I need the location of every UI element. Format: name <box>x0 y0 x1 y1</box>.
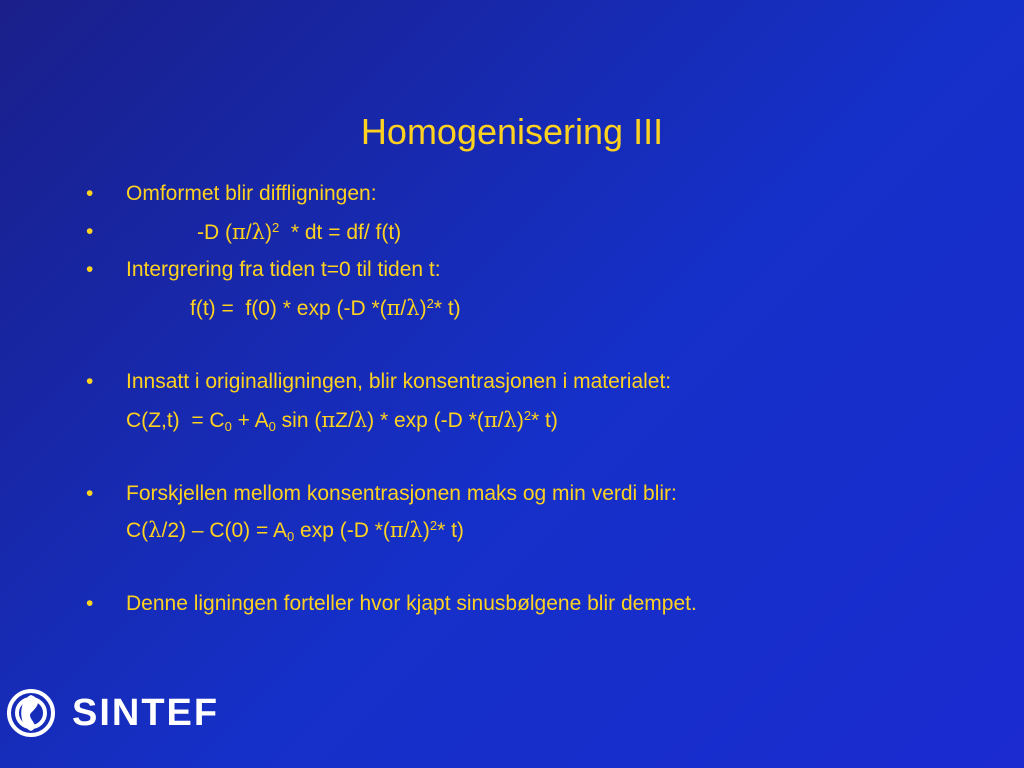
bullet-9: • <box>86 592 94 615</box>
eq2-part: -D ( <box>197 221 232 244</box>
text-line-3: Intergrering fra tiden t=0 til tiden t: <box>126 258 441 281</box>
sintef-logo <box>6 688 266 738</box>
equation-line-6 <box>126 407 558 434</box>
lambda-symbol: λ <box>353 408 368 432</box>
bullet-7: • <box>86 482 94 505</box>
eq8-part: exp (-D *( <box>294 519 390 542</box>
eq2-part: * dt = df/ f(t) <box>279 221 402 244</box>
bullet-2: • <box>86 220 94 243</box>
pi-symbol: π <box>483 408 498 432</box>
exponent: 2 <box>429 518 438 533</box>
pi-symbol: π <box>386 296 401 320</box>
pi-symbol: π <box>232 220 246 244</box>
equation-line-4 <box>190 295 461 322</box>
slide-title: Homogenisering III <box>360 111 664 152</box>
eq6-part: * t) <box>531 409 558 432</box>
eq6-part: / <box>497 409 504 432</box>
eq8-part: ) <box>422 519 430 542</box>
eq4-part: f(t) = f(0) * exp (-D *( <box>190 297 387 320</box>
lambda-symbol: λ <box>148 518 162 542</box>
pi-symbol: π <box>321 408 336 432</box>
eq4-part: ) <box>419 297 427 320</box>
eq6-part: ) * exp (-D *( <box>367 409 484 432</box>
equation-line-8 <box>126 517 464 544</box>
sintef-logo-text: SINTEF <box>72 692 220 734</box>
equation-line-2 <box>197 219 401 246</box>
pi-symbol: π <box>389 518 404 542</box>
eq2-part: ) <box>264 221 272 244</box>
subscript: 0 <box>224 419 232 434</box>
eq4-part: * t) <box>433 297 461 320</box>
eq6-part: ) <box>516 409 524 432</box>
lambda-symbol: λ <box>503 408 517 432</box>
eq8-part: * t) <box>437 519 464 542</box>
eq6-part: Z/ <box>335 409 354 432</box>
eq6-part: sin ( <box>275 409 322 432</box>
lambda-symbol: λ <box>406 296 420 320</box>
eq2-part: / <box>245 221 252 244</box>
text-line-7: Forskjellen mellom konsentrasjonen maks og min verdi blir: <box>126 482 677 505</box>
exponent: 2 <box>271 220 280 235</box>
text-line-5: Innsatt i originalligningen, blir konsentrasjonen i materialet: <box>126 370 672 393</box>
eq8-part: C( <box>126 519 149 542</box>
exponent: 2 <box>426 296 434 311</box>
lambda-symbol: λ <box>251 220 265 244</box>
bullet-3: • <box>86 258 94 281</box>
eq8-part: / <box>403 519 410 542</box>
bullet-1: • <box>86 182 94 205</box>
subscript: 0 <box>268 419 276 434</box>
subscript: 0 <box>286 529 295 544</box>
eq6-part: + A <box>231 409 269 432</box>
text-line-9: Denne ligningen forteller hvor kjapt sinusbølgene blir dempet. <box>126 592 697 615</box>
eq4-part: / <box>400 297 407 320</box>
text-line-1: Omformet blir diffligningen: <box>126 182 377 205</box>
eq8-part: /2) – C(0) = A <box>161 519 287 542</box>
exponent: 2 <box>523 408 532 423</box>
bullet-5: • <box>86 370 94 393</box>
sintef-logo-icon <box>6 688 56 738</box>
lambda-symbol: λ <box>409 518 423 542</box>
eq6-part: C(Z,t) = C <box>126 409 225 432</box>
